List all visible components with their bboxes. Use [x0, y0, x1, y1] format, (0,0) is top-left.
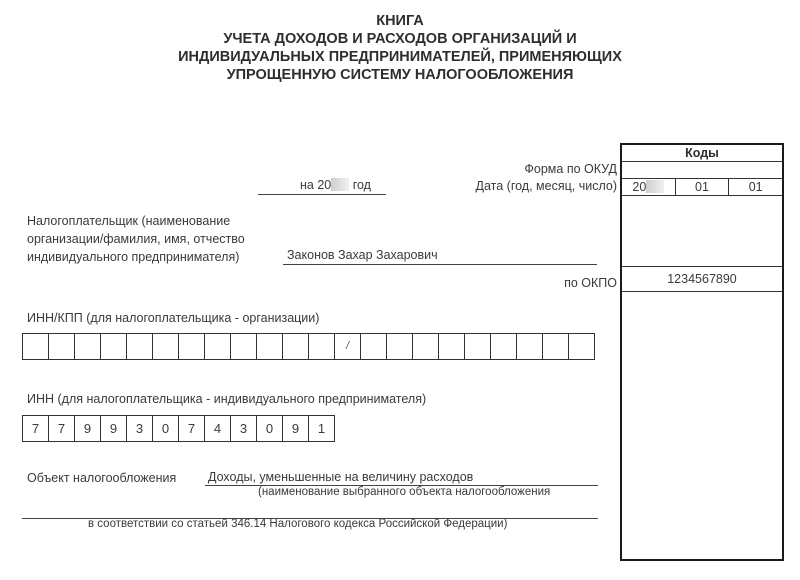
inn-kpp-cell[interactable]	[361, 334, 387, 359]
inn-kpp-separator: /	[335, 334, 361, 359]
inn-kpp-cell[interactable]	[517, 334, 543, 359]
codes-header: Коды	[622, 145, 782, 162]
inn-digit-cell[interactable]: 4	[205, 416, 231, 441]
taxpayer-label	[27, 212, 245, 266]
inn-kpp-cell[interactable]	[569, 334, 595, 359]
inn-digit-cell[interactable]: 0	[153, 416, 179, 441]
taxpayer-name-field[interactable]: Законов Захар Захарович	[287, 248, 438, 262]
inn-kpp-cell[interactable]	[413, 334, 439, 359]
inn-digit-cell[interactable]: 7	[179, 416, 205, 441]
codes-blank-cell	[622, 196, 782, 267]
tax-object-footer: в соответствии со статьей 346.14 Налогового кодекса Российской Федерации)	[88, 518, 508, 530]
taxpayer-label-line-2: организации/фамилия, имя, отчество	[27, 232, 245, 246]
inn-digit-cell[interactable]: 9	[283, 416, 309, 441]
inn-kpp-cell[interactable]	[387, 334, 413, 359]
redacted-date-year	[646, 180, 664, 193]
inn-kpp-cell[interactable]	[309, 334, 335, 359]
title-line-1: КНИГА	[376, 13, 424, 29]
taxpayer-label-line-3: индивидуального предпринимателя)	[27, 250, 240, 264]
inn-digit-cell[interactable]: 3	[231, 416, 257, 441]
taxpayer-underline	[283, 264, 597, 265]
inn-kpp-cell[interactable]	[231, 334, 257, 359]
inn-kpp-cell[interactable]	[101, 334, 127, 359]
document-title	[150, 12, 650, 84]
redacted-year	[331, 178, 349, 191]
year-field[interactable]	[300, 178, 371, 192]
inn-label: ИНН (для налогоплательщика - индивидуального предпринимателя)	[27, 392, 427, 406]
inn-kpp-cell[interactable]	[179, 334, 205, 359]
tax-object-label: Объект налогообложения	[27, 471, 177, 485]
taxpayer-label-line-1: Налогоплательщик (наименование	[27, 214, 231, 228]
title-line-2: УЧЕТА ДОХОДОВ И РАСХОДОВ ОРГАНИЗАЦИЙ И	[223, 31, 577, 47]
date-month-cell[interactable]: 01	[676, 179, 730, 195]
tax-object-hint: (наименование выбранного объекта налогообложения	[258, 486, 551, 498]
inn-digit-cell[interactable]: 3	[127, 416, 153, 441]
inn-kpp-cell[interactable]	[75, 334, 101, 359]
inn-kpp-cell[interactable]	[439, 334, 465, 359]
okpo-label: по ОКПО	[564, 276, 617, 290]
date-year-cell[interactable]	[622, 179, 676, 195]
inn-digit-cell[interactable]: 9	[101, 416, 127, 441]
inn-digit-cell[interactable]: 1	[309, 416, 335, 441]
inn-boxes	[22, 415, 335, 442]
date-code-row	[622, 179, 782, 196]
inn-kpp-cell[interactable]	[543, 334, 569, 359]
year-suffix: год	[352, 178, 371, 192]
inn-digit-cell[interactable]: 0	[257, 416, 283, 441]
date-day-cell[interactable]: 01	[748, 180, 763, 194]
codes-table	[620, 143, 784, 561]
inn-kpp-cell[interactable]	[465, 334, 491, 359]
inn-kpp-cell[interactable]	[49, 334, 75, 359]
inn-kpp-boxes	[22, 333, 595, 360]
inn-digit-cell[interactable]: 7	[23, 416, 49, 441]
inn-kpp-cell[interactable]	[23, 334, 49, 359]
date-year-value: 20	[632, 180, 647, 194]
tax-object-field[interactable]: Доходы, уменьшенные на величину расходов	[208, 470, 474, 484]
okud-label: Форма по ОКУД	[524, 162, 617, 176]
inn-kpp-cell[interactable]	[205, 334, 231, 359]
title-line-3: ИНДИВИДУАЛЬНЫХ ПРЕДПРИНИМАТЕЛЕЙ, ПРИМЕНЯЮЩИХ	[178, 49, 622, 65]
okud-code-cell[interactable]	[622, 162, 782, 179]
title-line-4: УПРОЩЕННУЮ СИСТЕМУ НАЛОГООБЛОЖЕНИЯ	[226, 67, 574, 83]
year-underline	[258, 194, 386, 195]
inn-kpp-cell[interactable]	[127, 334, 153, 359]
okpo-code-cell[interactable]: 1234567890	[622, 267, 782, 292]
date-label: Дата (год, месяц, число)	[475, 179, 617, 193]
inn-kpp-cell[interactable]	[257, 334, 283, 359]
year-prefix: на 20	[300, 178, 332, 192]
inn-kpp-cell[interactable]	[283, 334, 309, 359]
inn-digit-cell[interactable]: 9	[75, 416, 101, 441]
inn-kpp-cell[interactable]	[491, 334, 517, 359]
inn-kpp-cell[interactable]	[153, 334, 179, 359]
inn-kpp-label: ИНН/КПП (для налогоплательщика - организации)	[27, 311, 320, 325]
inn-digit-cell[interactable]: 7	[49, 416, 75, 441]
